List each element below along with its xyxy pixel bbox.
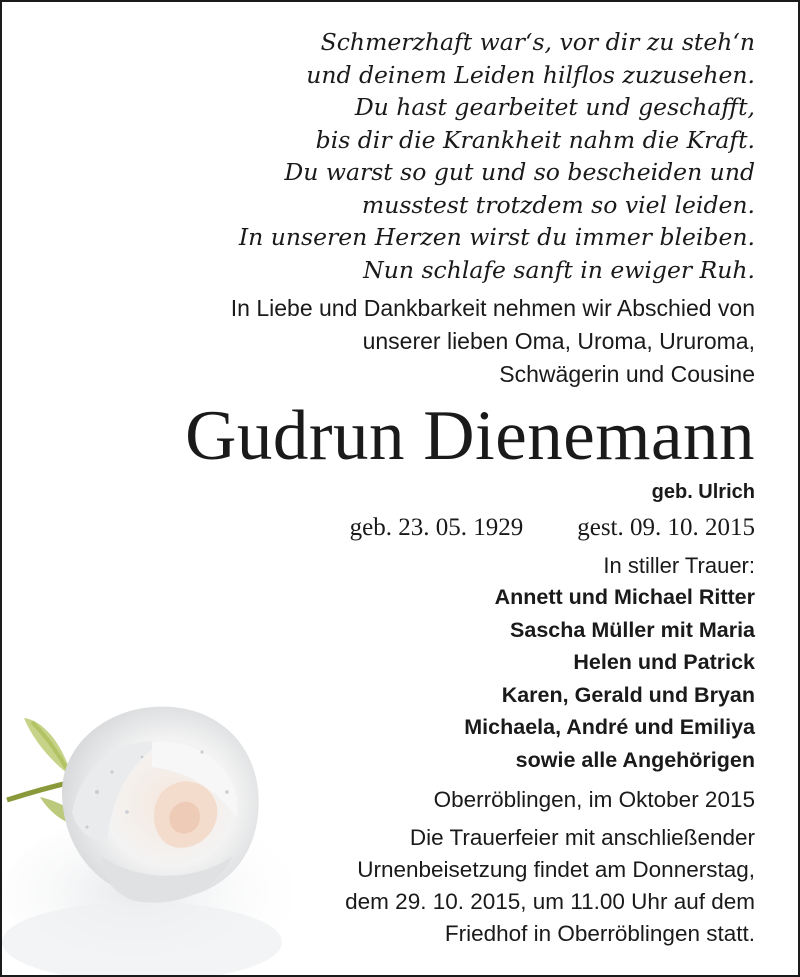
notice-line: Urnenbeisetzung findet am Donnerstag, <box>357 857 755 882</box>
poem <box>35 26 755 286</box>
mourner-line: Helen und Patrick <box>573 650 755 674</box>
intro-line: Schwägerin und Cousine <box>499 361 755 387</box>
intro-line: unserer lieben Oma, Uroma, Ururoma, <box>362 328 755 354</box>
notice-line: Die Trauerfeier mit anschließender <box>409 825 755 850</box>
birth-date: geb. 23. 05. 1929 <box>349 514 524 541</box>
poem-line: musstest trotzdem so viel leiden. <box>361 190 755 219</box>
poem-line: In unseren Herzen wirst du immer bleiben. <box>238 223 755 251</box>
mourner-line: Annett und Michael Ritter <box>494 585 755 609</box>
mourners-heading: In stiller Trauer: <box>603 553 755 578</box>
poem-line: Schmerzhaft war‘s, vor dir zu steh‘n <box>320 28 755 56</box>
place-and-date: Oberröblingen, im Oktober 2015 <box>433 787 755 812</box>
mourner-line: sowie alle Angehörigen <box>515 747 755 772</box>
text-column <box>35 26 755 950</box>
mourner-line: Michaela, André und Emiliya <box>464 715 755 739</box>
life-dates <box>35 511 755 545</box>
mourners-list <box>35 581 755 776</box>
poem-line: und deinem Leiden hilflos zuzusehen. <box>306 60 755 89</box>
poem-line: Nun schlafe sanft in ewiger Ruh. <box>363 255 755 284</box>
notice-line: dem 29. 10. 2015, um 11.00 Uhr auf dem <box>345 889 755 914</box>
farewell-intro <box>35 292 755 391</box>
poem-line: Du warst so gut und so bescheiden und <box>284 158 755 186</box>
notice-line: Friedhof in Oberröblingen statt. <box>444 921 755 946</box>
deceased-name: Gudrun Dienemann <box>185 397 755 475</box>
poem-line: Du hast gearbeitet und geschafft, <box>354 93 755 121</box>
funeral-notice <box>35 822 755 950</box>
poem-line: bis dir die Krankheit nahm die Kraft. <box>315 125 755 154</box>
intro-line: In Liebe und Dankbarkeit nehmen wir Abschied von <box>230 295 755 321</box>
maiden-name: geb. Ulrich <box>651 481 755 503</box>
mourner-line: Sascha Müller mit Maria <box>510 617 755 642</box>
death-date: gest. 09. 10. 2015 <box>577 514 755 541</box>
mourner-line: Karen, Gerald und Bryan <box>501 682 755 707</box>
